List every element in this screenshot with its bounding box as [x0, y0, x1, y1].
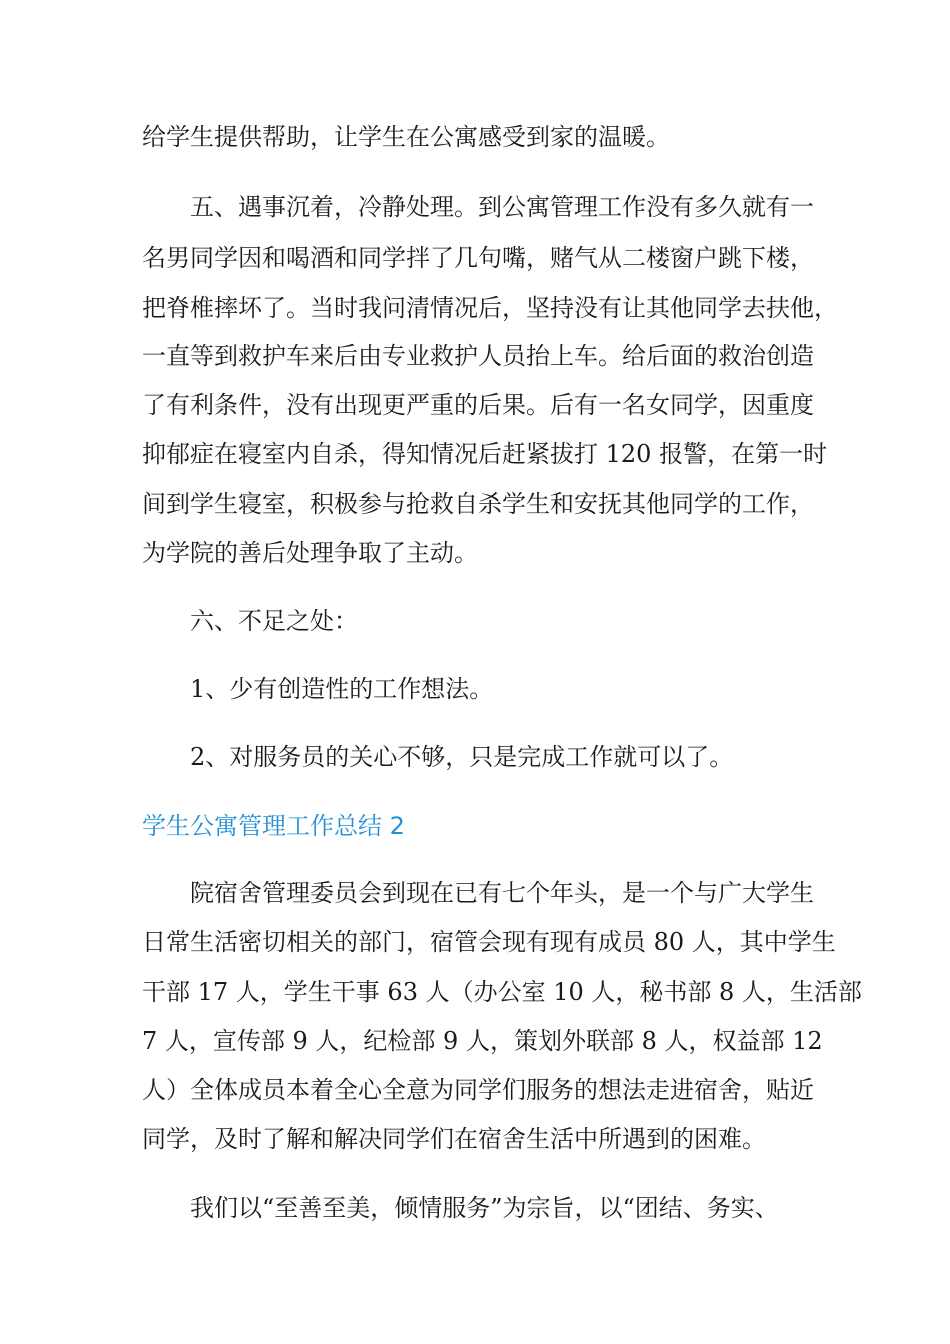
paragraph-line: 给学生提供帮助，让学生在公寓感受到家的温暖。 [142, 123, 670, 151]
paragraph-line: 同学，及时了解和解决同学们在宿舍生活中所遇到的困难。 [142, 1125, 766, 1153]
paragraph-line: 人）全体成员本着全心全意为同学们服务的想法走进宿舍，贴近 [142, 1076, 814, 1104]
paragraph-line: 日常生活密切相关的部门，宿管会现有现有成员 80 人，其中学生 [142, 928, 836, 956]
section-heading: 学生公寓管理工作总结 2 [142, 812, 405, 840]
paragraph-line: 我们以“至善至美，倾情服务”为宗旨，以“团结、务实、 [190, 1194, 779, 1222]
paragraph-line: 五、遇事沉着，冷静处理。到公寓管理工作没有多久就有一 [190, 193, 814, 221]
list-item: 2、对服务员的关心不够，只是完成工作就可以了。 [190, 743, 734, 771]
paragraph-line: 间到学生寝室，积极参与抢救自杀学生和安抚其他同学的工作， [142, 490, 814, 518]
paragraph-line: 7 人，宣传部 9 人，纪检部 9 人，策划外联部 8 人，权益部 12 [142, 1027, 823, 1055]
paragraph-line: 名男同学因和喝酒和同学拌了几句嘴，赌气从二楼窗户跳下楼， [142, 244, 814, 272]
paragraph-line: 为学院的善后处理争取了主动。 [142, 539, 478, 567]
paragraph-line: 把脊椎摔坏了。当时我问清情况后，坚持没有让其他同学去扶他， [142, 294, 838, 322]
paragraph-line: 院宿舍管理委员会到现在已有七个年头，是一个与广大学生 [190, 879, 814, 907]
paragraph-line: 抑郁症在寝室内自杀，得知情况后赶紧拔打 120 报警，在第一时 [142, 440, 828, 468]
paragraph-line: 干部 17 人，学生干事 63 人（办公室 10 人，秘书部 8 人，生活部 [142, 978, 862, 1006]
list-heading: 六、不足之处： [190, 607, 358, 635]
list-item: 1、少有创造性的工作想法。 [190, 675, 494, 703]
paragraph-line: 一直等到救护车来后由专业救护人员抬上车。给后面的救治创造 [142, 342, 814, 370]
paragraph-line: 了有利条件，没有出现更严重的后果。后有一名女同学，因重度 [142, 391, 814, 419]
